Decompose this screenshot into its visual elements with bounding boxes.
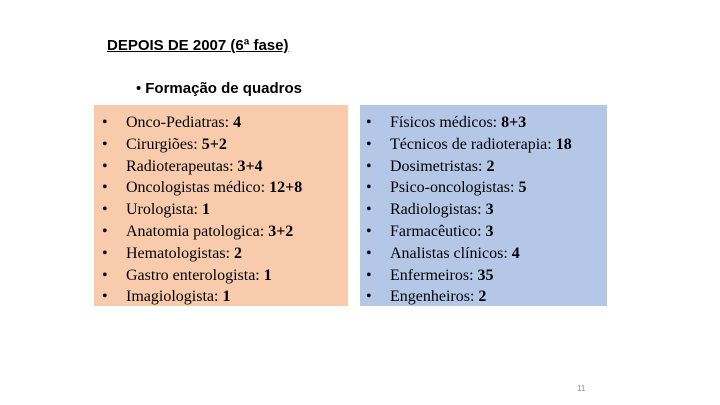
item-value: 8+3 [501,114,527,131]
bullet: • [366,288,372,306]
item-value: 35 [477,266,494,284]
bullet: • [366,135,372,153]
item-label: Psico-oncologistas: [390,179,519,197]
item-value: 1 [202,201,210,219]
item-label: Analistas clínicos: [390,244,512,262]
bullet: • [102,266,108,284]
bullet: • [102,288,108,306]
page-number: 11 [577,384,586,393]
list-item [360,286,607,308]
subtitle-bullet: • [136,80,142,97]
item-label: Técnicos de radioterapia: [390,135,556,153]
bullet: • [366,201,372,219]
item-label: Cirurgiões: [126,135,202,153]
item-value: 4 [233,114,242,131]
item-label: Anatomia patologica: [126,222,269,240]
bullet: • [102,157,108,175]
right-staff-box [360,105,607,306]
item-value: 2 [233,244,242,262]
list-item [360,265,607,287]
bullet: • [102,135,108,153]
item-label: Hematologistas: [126,244,234,262]
bullet: • [366,114,372,131]
bullet: • [366,179,372,197]
item-label: Enfermeiros: [390,266,478,284]
list-item [360,134,607,156]
list-item [94,177,348,199]
item-value: 2 [478,288,487,306]
bullet: • [102,179,108,197]
list-item [360,112,607,134]
list-item [94,286,348,308]
bullet: • [366,266,372,284]
bullet: • [366,157,372,175]
slide-title: DEPOIS DE 2007 (6ª fase) [107,37,289,54]
bullet: • [102,114,108,131]
bullet: • [102,244,108,262]
item-value: 3+4 [237,157,263,175]
subtitle-text: Formação de quadros [145,80,302,97]
item-value: 5+2 [201,135,227,153]
item-label: Urologista: [126,201,202,219]
bullet: • [366,244,372,262]
list-item [94,199,348,221]
item-value: 18 [555,135,572,153]
item-value: 5 [518,179,527,197]
list-item [360,199,607,221]
subtitle [136,80,302,97]
list-item [94,112,348,134]
bullet: • [102,222,108,240]
list-item [360,156,607,178]
bullet: • [102,201,108,219]
item-value: 3+2 [268,222,294,240]
item-value: 2 [486,157,495,175]
list-item [94,265,348,287]
item-value: 12+8 [269,179,303,197]
list-item [94,156,348,178]
item-value: 3 [485,201,494,219]
item-label: Gastro enterologista: [126,266,264,284]
item-label: Radioterapeutas: [126,157,238,175]
item-label: Farmacêutico: [390,222,486,240]
bullet: • [366,222,372,240]
item-label: Imagiologista: [126,288,223,306]
list-item [360,243,607,265]
item-label: Onco-Pediatras: [126,114,234,131]
list-item [360,221,607,243]
list-item [94,134,348,156]
item-value: 1 [263,266,272,284]
item-label: Oncologistas médico: [126,179,270,197]
item-label: Radiologistas: [390,201,486,219]
item-value: 4 [511,244,520,262]
left-staff-box [94,105,348,306]
item-label: Dosimetristas: [390,157,487,175]
item-value: 1 [222,288,231,306]
list-item [94,243,348,265]
item-label: Físicos médicos: [390,114,502,131]
list-item [94,221,348,243]
item-value: 3 [485,222,494,240]
list-item [360,177,607,199]
item-label: Engenheiros: [390,288,479,306]
